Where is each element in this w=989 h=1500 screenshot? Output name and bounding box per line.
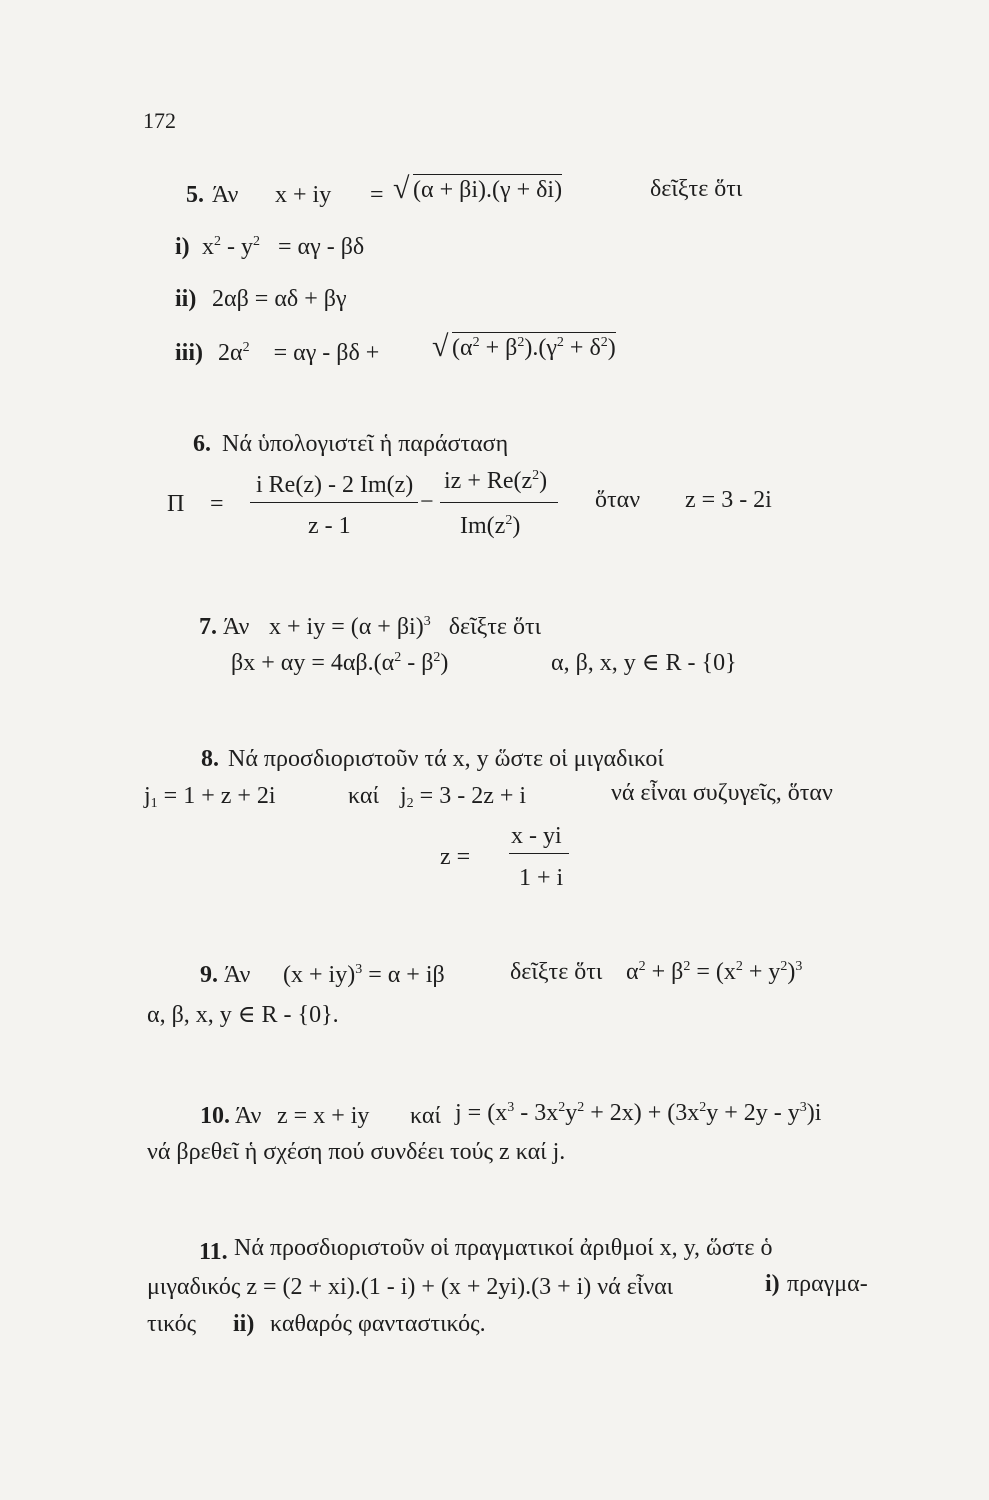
fraction-2-bar <box>440 502 558 503</box>
condition-word: ὅταν <box>595 487 641 513</box>
exercise-text: Νά προσδιοριστοῦν τά x, y ὥστε οἱ μιγαδικοί <box>228 746 664 772</box>
part-label-ii: ii) <box>175 286 197 312</box>
equation: z = <box>440 844 471 870</box>
exercise-text: Νά προσδιοριστοῦν οἱ πραγματικοί ἀριθμοί x, y, ὥστε ὁ <box>234 1235 773 1261</box>
page-number: 172 <box>143 108 176 133</box>
instruction-text: νά εἶναι συζυγεῖς, ὅταν <box>611 780 833 806</box>
exercise-number: 6. <box>193 431 211 457</box>
exercise-text: τικός <box>147 1311 197 1337</box>
part-label-i: i) <box>765 1271 780 1297</box>
exercise-intro: Άν <box>223 614 250 640</box>
radicand: $(\alpha^2 + \beta^2).(\gamma^2 + \delta^2)$ <box>452 332 616 360</box>
radical-sign: √ <box>432 330 449 363</box>
exercise-text: καθαρός φανταστικός. <box>270 1311 486 1337</box>
part-iii-equation: $2\alpha^2$ = αγ - βδ + <box>218 340 380 366</box>
fraction-1-denominator: z - 1 <box>308 513 351 539</box>
exercise-intro: Άν <box>235 1103 262 1129</box>
question-text: νά βρεθεῖ ἡ σχέση πού συνδέει τούς z καί j. <box>147 1139 566 1165</box>
equation: $j_1 = 1 + z + 2i$ <box>144 783 276 811</box>
equals-sign: = <box>210 491 224 517</box>
exercise-text: πραγμα- <box>787 1271 868 1297</box>
instruction-text: δεῖξτε ὅτι <box>650 176 743 202</box>
conjunction: καί <box>410 1103 441 1129</box>
fraction-1-numerator: i Re(z) - 2 Im(z) <box>256 472 414 498</box>
exercise-intro: Άν <box>212 182 239 208</box>
equals-sign: = <box>370 182 384 208</box>
exercise-number: 8. <box>201 746 219 772</box>
exercise-number: 10. <box>200 1103 230 1129</box>
radical-sign: √ <box>393 172 410 205</box>
fraction-denominator: 1 + i <box>519 865 564 891</box>
fraction-bar <box>509 853 569 854</box>
equation: $j_2 = 3 - 2z + i$ <box>400 783 527 811</box>
exercise-text: Νά ὑπολογιστεῖ ἡ παράσταση <box>222 431 509 457</box>
equation: x + iy = $(\alpha + \beta i)^3$ δεῖξτε ὅτι <box>269 614 542 640</box>
minus-sign: − <box>420 489 434 515</box>
exercise-number: 9. <box>200 962 218 988</box>
exercise-intro: Άν <box>224 962 251 988</box>
fraction-1-bar <box>250 502 418 503</box>
fraction-numerator: x - yi <box>511 823 562 849</box>
part-i-equation: $x^2 - y^2$ = αγ - βδ <box>202 234 365 260</box>
exercise-number: 11. <box>199 1239 228 1265</box>
conjunction: καί <box>348 783 379 809</box>
fraction-2-denominator: $Im(z^2)$ <box>460 513 521 539</box>
equation-lhs: x + iy <box>275 182 332 208</box>
radicand: (α + βi).(γ + δi) <box>413 174 562 202</box>
condition-value: z = 3 - 2i <box>685 487 772 513</box>
equation: (x + iy)$^3$ = α + iβ <box>283 962 445 988</box>
exercise-number: 7. <box>199 614 217 640</box>
domain-condition: α, β, x, y ∈ R - {0} <box>551 650 737 676</box>
part-label-i: i) <box>175 234 190 260</box>
part-label-ii: ii) <box>233 1311 255 1337</box>
equation: $\beta x + \alpha y = 4\alpha\beta.(\alpha^2 - \beta^2)$ <box>231 650 449 676</box>
fraction-2-numerator: iz + $Re(z^2)$ <box>444 468 548 494</box>
pi-symbol: Π <box>167 491 185 517</box>
part-label-iii: iii) <box>175 340 203 366</box>
equation: $j = (x^3 - 3x^2y^2 + 2x) + (3x^2y + 2y - y^3)i$ <box>455 1100 822 1126</box>
part-ii-equation: 2αβ = αδ + βγ <box>212 286 347 312</box>
exercise-number: 5. <box>186 182 204 208</box>
instruction-text: δεῖξτε ὅτι <box>510 959 603 985</box>
equation: z = x + iy <box>277 1103 370 1129</box>
equation: $\alpha^2 + \beta^2 = (x^2 + y^2)^3$ <box>626 959 803 985</box>
exercise-text: μιγαδικός z = (2 + xi).(1 - i) + (x + 2yi).(3 + i) νά εἶναι <box>147 1274 674 1300</box>
domain-condition: α, β, x, y ∈ R - {0}. <box>147 1002 339 1028</box>
